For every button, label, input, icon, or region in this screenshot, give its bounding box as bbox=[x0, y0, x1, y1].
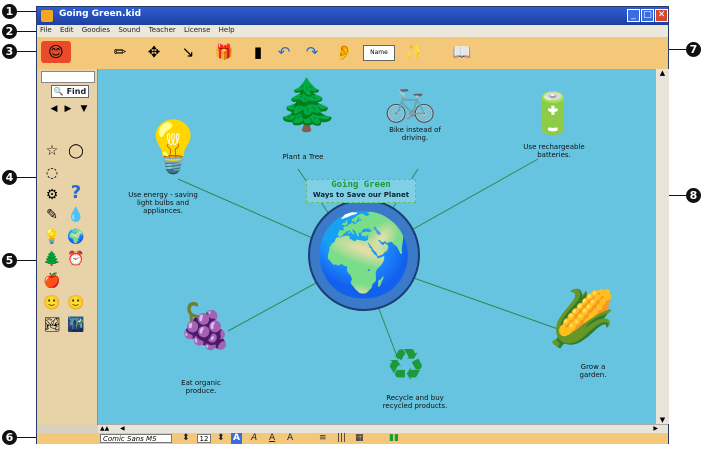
callout-4: 4 bbox=[2, 170, 17, 185]
next-arrow-icon[interactable]: ▶ bbox=[64, 104, 72, 114]
book-icon[interactable]: 📖 bbox=[452, 43, 472, 61]
produce-node-icon[interactable]: 🍇 bbox=[178, 301, 233, 352]
tree-node-label: Plant a Tree bbox=[282, 153, 324, 161]
menu-help[interactable]: Help bbox=[218, 26, 235, 34]
italic-button[interactable]: A bbox=[251, 433, 258, 443]
lightbulb-node-icon[interactable]: 💡 bbox=[142, 118, 205, 176]
title-bar[interactable] bbox=[37, 7, 668, 25]
menu-bar bbox=[37, 25, 668, 37]
link-icon[interactable]: ↘ bbox=[181, 43, 195, 61]
down-arrow-icon[interactable]: ▼ bbox=[80, 104, 88, 114]
garden-node-icon[interactable]: 🌽 bbox=[548, 287, 616, 350]
magic-wand-icon[interactable]: ✨ bbox=[404, 43, 424, 61]
eraser-icon[interactable]: ▮ bbox=[253, 43, 263, 61]
menu-file[interactable]: File bbox=[40, 26, 52, 34]
bike-node-icon[interactable]: 🚲 bbox=[384, 75, 437, 124]
menu-edit[interactable]: Edit bbox=[59, 26, 74, 34]
apple-icon[interactable]: 🍎 bbox=[43, 273, 61, 289]
find-button[interactable] bbox=[51, 85, 89, 98]
callout-line-1 bbox=[17, 11, 36, 12]
batteries-node-icon[interactable]: 🔋 bbox=[528, 91, 578, 137]
lightbulb-icon[interactable]: 💡 bbox=[43, 229, 61, 245]
underline-button[interactable]: A bbox=[269, 433, 276, 443]
callout-1: 1 bbox=[2, 4, 17, 19]
window-title: Going Green.kid bbox=[59, 9, 142, 19]
diagram-canvas[interactable] bbox=[98, 69, 655, 424]
vertical-scrollbar[interactable] bbox=[655, 69, 669, 424]
callout-3: 3 bbox=[2, 44, 17, 59]
format-bar bbox=[37, 433, 668, 444]
pencil-tool-icon[interactable]: ✎ bbox=[46, 207, 58, 223]
pencil-icon[interactable]: ✏ bbox=[113, 43, 127, 61]
prev-arrow-icon[interactable]: ◀ bbox=[50, 104, 58, 114]
ear-icon[interactable]: 👂 bbox=[334, 43, 354, 61]
tree-icon[interactable]: 🌲 bbox=[43, 251, 61, 267]
main-toolbar bbox=[37, 37, 668, 70]
tree-node-icon[interactable]: 🌲 bbox=[276, 76, 339, 134]
scroll-left-icon[interactable]: ◀ bbox=[120, 425, 125, 432]
kid-face-icon[interactable]: 😊 bbox=[41, 41, 71, 63]
bike-node-label: Bike instead of driving. bbox=[389, 126, 441, 142]
scroll-down-icon[interactable]: ▼ bbox=[659, 416, 666, 424]
menu-license[interactable]: License bbox=[184, 26, 211, 34]
person-2-icon[interactable]: 🙂 bbox=[67, 295, 85, 311]
diagram-title-box[interactable] bbox=[306, 179, 416, 203]
landscape-icon[interactable]: 🏞 bbox=[43, 317, 61, 333]
diagram-subtitle: Ways to Save our Planet bbox=[312, 191, 410, 199]
scroll-right-icon[interactable]: ▶ bbox=[653, 425, 658, 432]
minimize-button[interactable]: _ bbox=[627, 9, 640, 22]
recycle-node-icon[interactable]: ♻ bbox=[386, 340, 426, 391]
name-tag-icon[interactable]: Name bbox=[363, 45, 395, 61]
oval-shape-icon[interactable]: ◯ bbox=[68, 143, 84, 159]
goodies-palette bbox=[37, 69, 98, 425]
gear-icon[interactable]: ⚙ bbox=[45, 187, 59, 203]
drop-icon[interactable]: 💧 bbox=[67, 207, 85, 223]
globe-icon[interactable]: 🌍 bbox=[67, 229, 85, 245]
callout-7: 7 bbox=[686, 42, 701, 57]
clock-icon[interactable]: ⏰ bbox=[67, 251, 85, 267]
palette-name-field[interactable] bbox=[41, 71, 95, 83]
lightbulb-node-label: Use energy - saving light bulbs and appliances. bbox=[128, 191, 198, 215]
earth-globe-icon[interactable]: 🌍 bbox=[308, 199, 420, 311]
batteries-node-label: Use rechargeable batteries. bbox=[523, 143, 585, 159]
arrange-icon[interactable]: ✥ bbox=[147, 43, 161, 61]
produce-node-label: Eat organic produce. bbox=[181, 379, 221, 395]
callout-5: 5 bbox=[2, 253, 17, 268]
menu-goodies[interactable]: Goodies bbox=[81, 26, 111, 34]
font-size-field[interactable]: 12 bbox=[197, 434, 211, 443]
find-button-label: Find bbox=[66, 87, 87, 96]
align-icon[interactable]: ≡ bbox=[319, 433, 327, 443]
size-stepper-icon[interactable]: ⬍ bbox=[217, 433, 225, 443]
close-button[interactable]: ✕ bbox=[655, 9, 668, 22]
callout-8: 8 bbox=[686, 188, 701, 203]
superscript-button[interactable]: A bbox=[287, 433, 294, 443]
app-icon bbox=[41, 10, 53, 22]
bold-button[interactable]: A bbox=[233, 433, 240, 443]
cloud-shape-icon[interactable]: ◌ bbox=[45, 165, 59, 181]
zoom-icon[interactable]: ▲▲ bbox=[100, 425, 110, 432]
goodies-box-icon[interactable]: 🎁 bbox=[214, 43, 234, 61]
scroll-up-icon[interactable]: ▲ bbox=[659, 69, 666, 77]
menu-sound[interactable]: Sound bbox=[118, 26, 141, 34]
redo-icon[interactable]: ↷ bbox=[305, 43, 319, 61]
star-shape-icon[interactable]: ☆ bbox=[45, 143, 59, 159]
color-icon[interactable]: ▮▮ bbox=[389, 433, 399, 443]
menu-teacher[interactable]: Teacher bbox=[148, 26, 176, 34]
callout-2: 2 bbox=[2, 24, 17, 39]
person-icon[interactable]: 🙂 bbox=[43, 295, 61, 311]
question-icon[interactable]: ? bbox=[70, 182, 82, 203]
layout-icon[interactable]: ▦ bbox=[355, 433, 364, 443]
search-icon: 🔍 bbox=[53, 87, 64, 96]
columns-icon[interactable]: ||| bbox=[337, 433, 347, 443]
app-window bbox=[36, 6, 669, 444]
night-scene-icon[interactable]: 🌃 bbox=[67, 317, 85, 333]
callout-6: 6 bbox=[2, 430, 17, 445]
undo-icon[interactable]: ↶ bbox=[277, 43, 291, 61]
recycle-node-label: Recycle and buy recycled products. bbox=[382, 394, 448, 410]
font-stepper-icon[interactable]: ⬍ bbox=[182, 433, 190, 443]
diagram-title: Going Green bbox=[331, 180, 391, 190]
garden-node-label: Grow a garden. bbox=[579, 363, 607, 379]
maximize-button[interactable]: □ bbox=[641, 9, 654, 22]
font-name-field[interactable]: Comic Sans MS bbox=[100, 434, 172, 443]
